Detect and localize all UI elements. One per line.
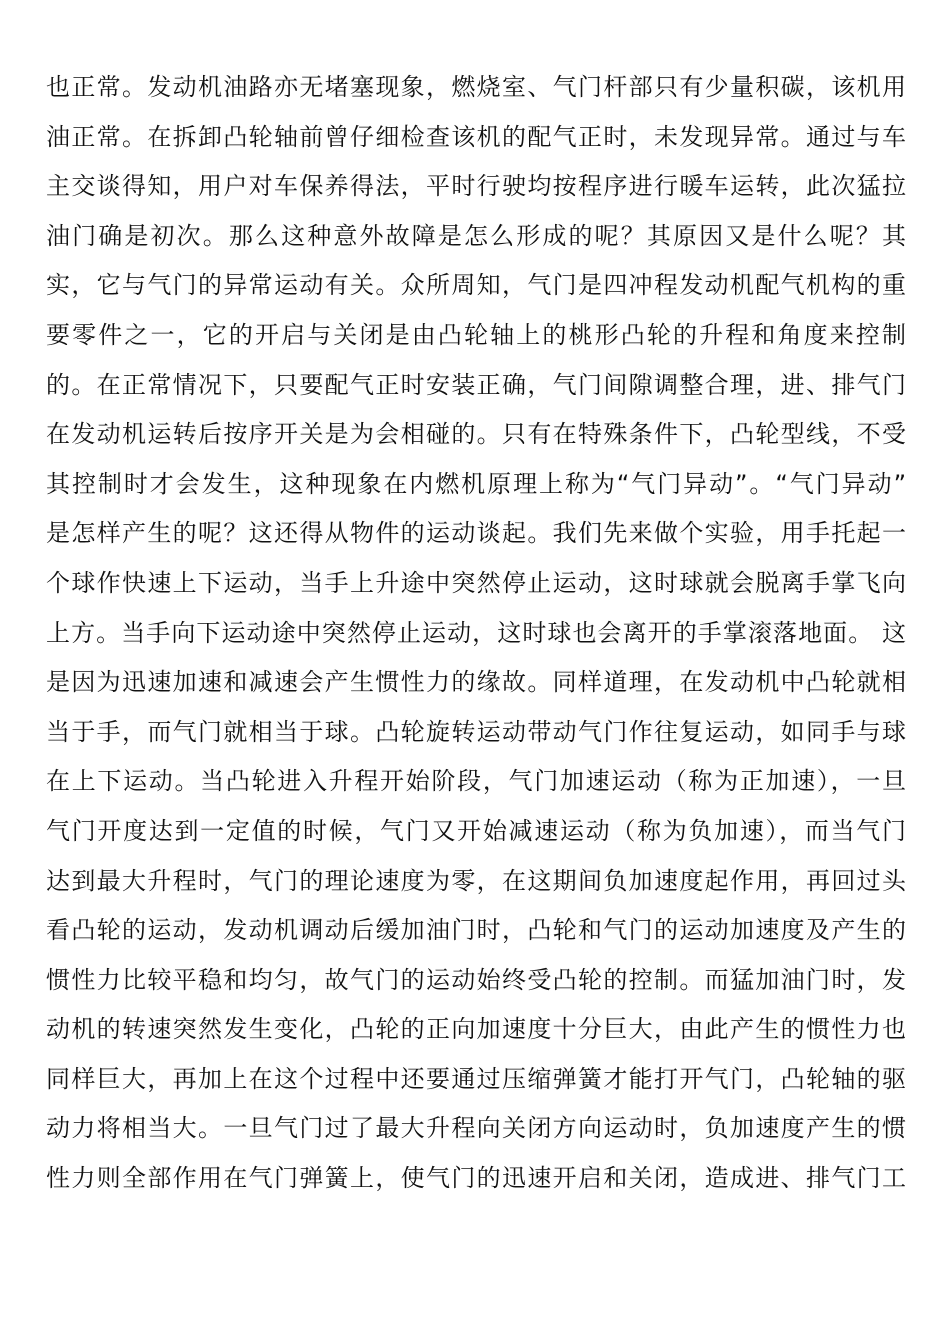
text-line: 要零件之一，它的开启与关闭是由凸轮轴上的桃形凸轮的升程和角度来控制 xyxy=(46,320,906,349)
text-line: 实，它与气门的异常运动有关。众所周知，气门是四冲程发动机配气机构的重 xyxy=(46,271,906,300)
text-line: 油门确是初次。那么这种意外故障是怎么形成的呢？其原因又是什么呢？其 xyxy=(46,221,906,250)
text-line: 气门开度达到一定值的时候，气门又开始减速运动（称为负加速），而当气门 xyxy=(46,816,906,845)
text-line: 惯性力比较平稳和均匀，故气门的运动始终受凸轮的控制。而猛加油门时，发 xyxy=(46,965,906,994)
text-line: 在发动机运转后按序开关是为会相碰的。只有在特殊条件下，凸轮型线，不受 xyxy=(46,420,906,449)
text-line: 动力将相当大。一旦气门过了最大升程向关闭方向运动时，负加速度产生的惯 xyxy=(46,1114,906,1143)
text-line: 看凸轮的运动，发动机调动后缓加油门时，凸轮和气门的运动加速度及产生的 xyxy=(46,916,906,945)
text-line: 的。在正常情况下，只要配气正时安装正确，气门间隙调整合理，进、排气门 xyxy=(46,370,906,399)
text-line: 也正常。发动机油路亦无堵塞现象，燃烧室、气门杆部只有少量积碳，该机用 xyxy=(46,73,906,101)
text-line: 当于手，而气门就相当于球。凸轮旋转运动带动气门作往复运动，如同手与球 xyxy=(46,717,906,746)
text-line: 个球作快速上下运动，当手上升途中突然停止运动，这时球就会脱离手掌飞向 xyxy=(46,568,906,597)
text-line: 同样巨大，再加上在这个过程中还要通过压缩弹簧才能打开气门，凸轮轴的驱 xyxy=(46,1064,906,1093)
text-line: 油正常。在拆卸凸轮轴前曾仔细检查该机的配气正时，未发现异常。通过与车 xyxy=(46,122,906,151)
text-line: 达到最大升程时，气门的理论速度为零，在这期间负加速度起作用，再回过头 xyxy=(46,866,906,895)
text-line: 上方。当手向下运动途中突然停止运动，这时球也会离开的手掌滚落地面。 这 xyxy=(46,618,906,647)
text-line: 是因为迅速加速和减速会产生惯性力的缘故。同样道理，在发动机中凸轮就相 xyxy=(46,668,906,697)
text-line: 主交谈得知，用户对车保养得法，平时行驶均按程序进行暖车运转，此次猛拉 xyxy=(46,172,906,201)
text-line: 性力则全部作用在气门弹簧上，使气门的迅速开启和关闭，造成进、排气门工 xyxy=(46,1164,906,1193)
text-line: 动机的转速突然发生变化，凸轮的正向加速度十分巨大，由此产生的惯性力也 xyxy=(46,1015,906,1044)
text-line: 是怎样产生的呢？这还得从物件的运动谈起。我们先来做个实验，用手托起一 xyxy=(46,519,906,548)
text-line: 在上下运动。当凸轮进入升程开始阶段，气门加速运动（称为正加速），一旦 xyxy=(46,767,906,796)
body-paragraph xyxy=(46,63,906,1204)
text-line: 其控制时才会发生，这种现象在内燃机原理上称为“气门异动”。“气门异动” xyxy=(46,469,906,498)
